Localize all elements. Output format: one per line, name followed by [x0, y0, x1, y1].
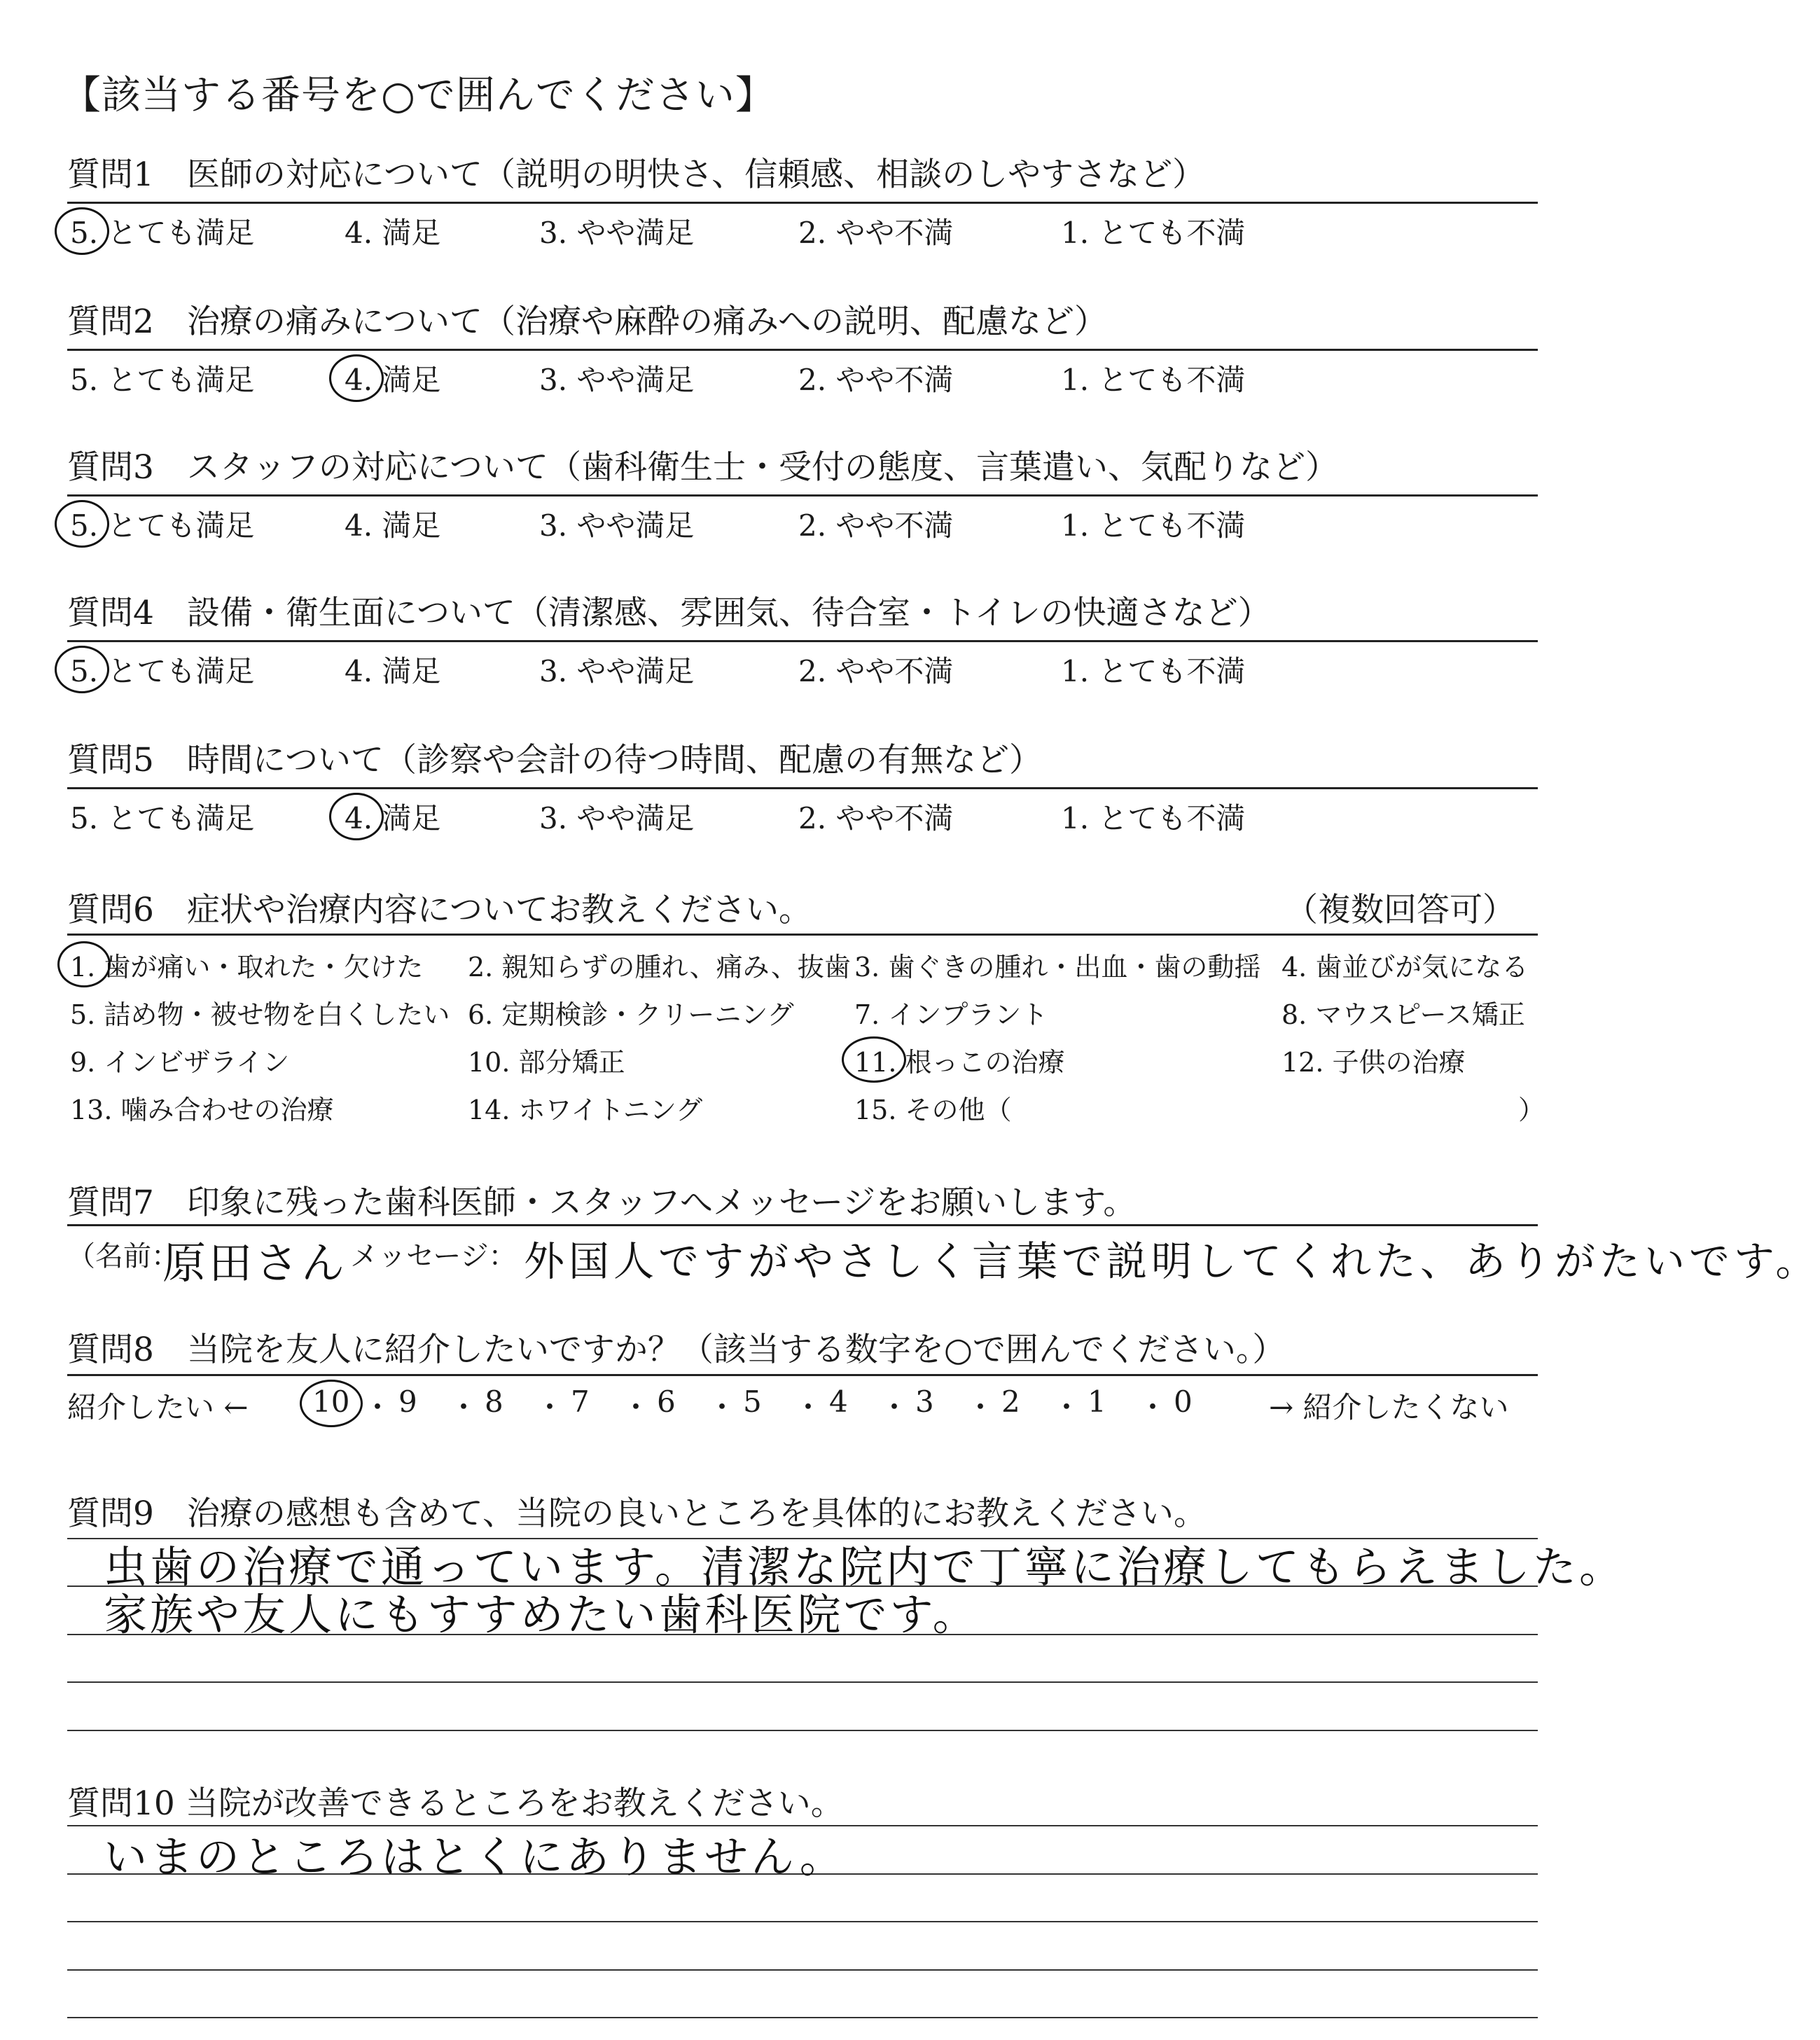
- q8-scale-separator: ・: [363, 1390, 393, 1424]
- q5-option-3[interactable]: 3. やや満足: [539, 801, 695, 835]
- q1-title: 質問1 医師の対応について（説明の明快さ、信頼感、相談のしやすさなど）: [67, 155, 1206, 194]
- q3-option-4[interactable]: 4. 満足: [345, 508, 441, 543]
- q8-right-label: → 紹介したくない: [1269, 1390, 1509, 1424]
- q8-scale-separator: ・: [1052, 1390, 1082, 1424]
- q1-rule: [67, 202, 1538, 204]
- q6-option-13[interactable]: 13. 噛み合わせの治療: [70, 1095, 334, 1125]
- q6-option-8[interactable]: 8. マウスピース矯正: [1281, 999, 1525, 1030]
- q4-option-2[interactable]: 2. やや不満: [798, 654, 954, 688]
- q4-title: 質問4 設備・衛生面について（清潔感、雰囲気、待合室・トイレの快適さなど）: [67, 594, 1271, 632]
- q8-scale-8[interactable]: 8: [485, 1385, 503, 1419]
- q6-note: （複数回答可）: [1285, 891, 1515, 929]
- q7-message-label: メッセージ：: [350, 1240, 517, 1272]
- q5-option-1[interactable]: 1. とても不満: [1061, 801, 1246, 835]
- q6-option-7[interactable]: 7. インプラント: [854, 999, 1048, 1030]
- q4-option-5[interactable]: 5. とても満足: [70, 654, 255, 688]
- q6-option-15[interactable]: 15. その他（: [854, 1095, 1012, 1125]
- q6-option-2[interactable]: 2. 親知らずの腫れ、痛み、抜歯: [468, 952, 851, 983]
- q10-line-5: [67, 2017, 1538, 2018]
- q3-option-2[interactable]: 2. やや不満: [798, 508, 954, 543]
- q9-line-4: [67, 1681, 1538, 1683]
- q1-selection-circle: [55, 207, 109, 255]
- q6-option-11[interactable]: 11. 根っこの治療: [854, 1047, 1065, 1078]
- q9-answer-line-2[interactable]: 家族や友人にもすすめたい歯科医院です。: [104, 1589, 979, 1640]
- q10-line-3: [67, 1921, 1538, 1922]
- q8-scale-5[interactable]: 5: [743, 1385, 762, 1419]
- q5-title: 質問5 時間について（診察や会計の待つ時間、配慮の有無など）: [67, 741, 1042, 779]
- q2-option-5[interactable]: 5. とても満足: [70, 363, 255, 397]
- q8-scale-2[interactable]: 2: [1001, 1385, 1020, 1419]
- q6-option-3[interactable]: 3. 歯ぐきの腫れ・出血・歯の動揺: [854, 952, 1261, 983]
- q1-option-1[interactable]: 1. とても不満: [1061, 216, 1246, 250]
- q5-option-4[interactable]: 4. 満足: [345, 801, 441, 835]
- q1-option-2[interactable]: 2. やや不満: [798, 216, 954, 250]
- page-heading: 【該当する番号を○で囲んでください】: [62, 73, 775, 118]
- q6-selection-circle-11: [842, 1036, 906, 1083]
- q3-title: 質問3 スタッフの対応について（歯科衛生士・受付の態度、言葉遣い、気配りなど）: [67, 448, 1338, 487]
- q2-option-2[interactable]: 2. やや不満: [798, 363, 954, 397]
- q6-other-close-paren: ）: [1518, 1095, 1545, 1125]
- q10-title: 質問10 当院が改善できるところをお教えください。: [67, 1784, 844, 1823]
- q8-rule: [67, 1374, 1538, 1376]
- q2-title: 質問2 治療の痛みについて（治療や麻酔の痛みへの説明、配慮など）: [67, 303, 1108, 341]
- q1-option-5[interactable]: 5. とても満足: [70, 216, 255, 250]
- q8-scale-9[interactable]: 9: [398, 1385, 417, 1419]
- q5-option-5[interactable]: 5. とても満足: [70, 801, 255, 835]
- q8-scale-separator: ・: [966, 1390, 996, 1424]
- q8-selection-circle: [300, 1380, 363, 1427]
- q3-option-1[interactable]: 1. とても不満: [1061, 508, 1246, 543]
- q6-option-10[interactable]: 10. 部分矯正: [468, 1047, 625, 1078]
- q10-answer-line-1[interactable]: いまのところはとくにありません。: [104, 1831, 846, 1882]
- q2-rule: [67, 349, 1538, 351]
- q10-line-4: [67, 1969, 1538, 1971]
- q1-option-4[interactable]: 4. 満足: [345, 216, 441, 250]
- q8-scale-6[interactable]: 6: [657, 1385, 676, 1419]
- q9-title: 質問9 治療の感想も含めて、当院の良いところを具体的にお教えください。: [67, 1494, 1207, 1533]
- q5-rule: [67, 787, 1538, 789]
- q6-option-12[interactable]: 12. 子供の治療: [1281, 1047, 1466, 1078]
- q8-title: 質問8 当院を友人に紹介したいですか？（該当する数字を○で囲んでください。）: [67, 1331, 1286, 1369]
- q3-option-3[interactable]: 3. やや満足: [539, 508, 695, 543]
- q8-scale-separator: ・: [707, 1390, 737, 1424]
- q6-title: 質問6 症状や治療内容についてお教えください。: [67, 891, 812, 929]
- q8-scale-separator: ・: [880, 1390, 910, 1424]
- q2-option-1[interactable]: 1. とても不満: [1061, 363, 1246, 397]
- q4-option-4[interactable]: 4. 満足: [345, 654, 441, 688]
- q6-rule: [67, 934, 1538, 936]
- q6-option-14[interactable]: 14. ホワイトニング: [468, 1095, 703, 1125]
- q1-option-3[interactable]: 3. やや満足: [539, 216, 695, 250]
- q8-scale-7[interactable]: 7: [571, 1385, 590, 1419]
- q3-selection-circle: [55, 500, 109, 548]
- q7-title: 質問7 印象に残った歯科医師・スタッフへメッセージをお願いします。: [67, 1184, 1137, 1222]
- q6-option-5[interactable]: 5. 詰め物・被せ物を白くしたい: [70, 999, 450, 1030]
- q4-option-1[interactable]: 1. とても不満: [1061, 654, 1246, 688]
- q4-selection-circle: [55, 646, 109, 693]
- q8-scale-separator: ・: [1138, 1390, 1168, 1424]
- q6-option-1[interactable]: 1. 歯が痛い・取れた・欠けた: [70, 952, 424, 983]
- q4-option-3[interactable]: 3. やや満足: [539, 654, 695, 688]
- q3-option-5[interactable]: 5. とても満足: [70, 508, 255, 543]
- q9-line-5: [67, 1730, 1538, 1731]
- q8-scale-separator: ・: [449, 1390, 479, 1424]
- q5-selection-circle: [329, 793, 384, 840]
- q3-rule: [67, 494, 1538, 497]
- q2-option-3[interactable]: 3. やや満足: [539, 363, 695, 397]
- q7-name-label: （名前：: [67, 1240, 179, 1272]
- q7-rule: [67, 1224, 1538, 1226]
- q6-option-4[interactable]: 4. 歯並びが気になる: [1281, 952, 1529, 983]
- q7-name-value[interactable]: 原田さん: [162, 1237, 348, 1289]
- q8-scale-separator: ・: [621, 1390, 651, 1424]
- q4-rule: [67, 640, 1538, 642]
- q6-option-9[interactable]: 9. インビザライン: [70, 1047, 290, 1078]
- q8-scale-0[interactable]: 0: [1174, 1385, 1193, 1419]
- q6-selection-circle-1: [57, 941, 111, 987]
- q8-scale-4[interactable]: 4: [829, 1385, 848, 1419]
- q8-scale-10[interactable]: 10: [312, 1385, 350, 1419]
- q2-option-4[interactable]: 4. 満足: [345, 363, 441, 397]
- q6-option-6[interactable]: 6. 定期検診・クリーニング: [468, 999, 794, 1030]
- q8-scale-separator: ・: [535, 1390, 565, 1424]
- q8-scale-separator: ・: [793, 1390, 824, 1424]
- q7-message-value[interactable]: 外国人ですがやさしく言葉で説明してくれた、ありがたいです。: [524, 1237, 1820, 1285]
- q8-left-label: 紹介したい ←: [67, 1390, 249, 1424]
- q9-answer-line-1[interactable]: 虫歯の治療で通っています。清潔な院内で丁寧に治療してもらえました。: [104, 1541, 1626, 1593]
- q8-scale-3[interactable]: 3: [915, 1385, 934, 1419]
- q5-option-2[interactable]: 2. やや不満: [798, 801, 954, 835]
- q2-selection-circle: [329, 354, 384, 402]
- q8-scale-1[interactable]: 1: [1088, 1385, 1106, 1419]
